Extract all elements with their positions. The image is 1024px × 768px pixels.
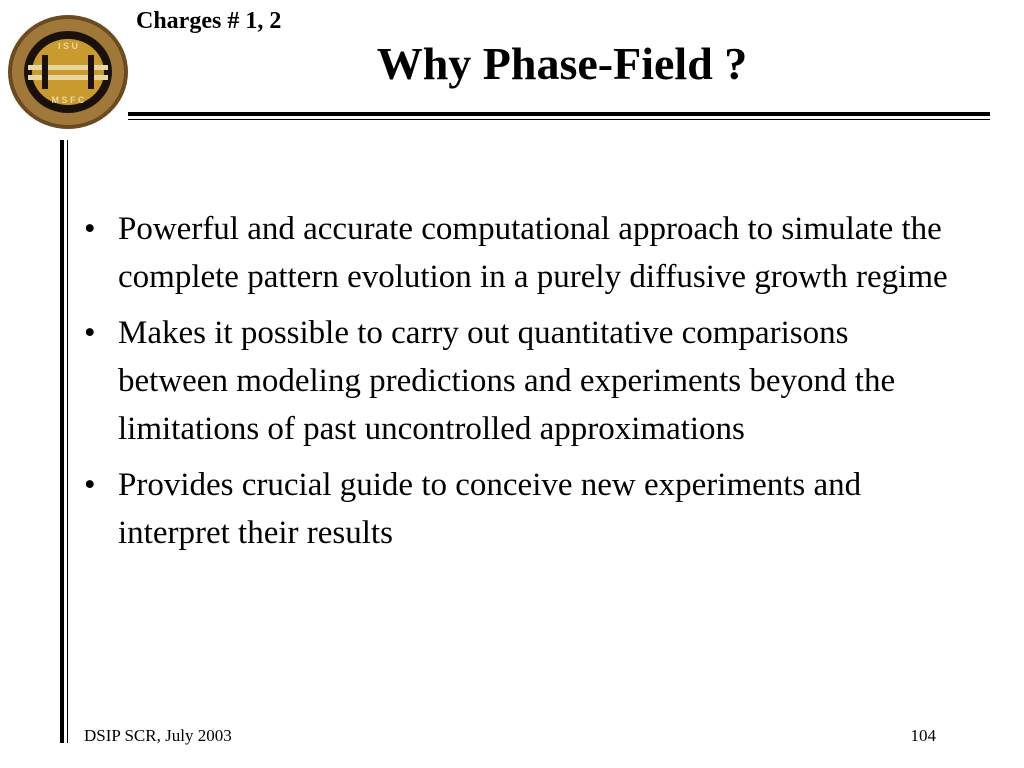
- list-item: [80, 309, 960, 453]
- svg-text:I S U: I S U: [57, 41, 79, 51]
- bullet-text: Provides crucial guide to conceive new experiments and interpret their results: [118, 467, 862, 551]
- bullet-text: Powerful and accurate computational approach to simulate the complete pattern evolution in a purely diffusive growth regime: [118, 211, 948, 295]
- slide-title: Why Phase-Field ?: [376, 38, 748, 89]
- bullet-icon: •: [84, 467, 96, 503]
- title-divider-thick: [128, 112, 990, 116]
- svg-text:M S F C: M S F C: [51, 95, 85, 105]
- footer-source: DSIP SCR, July 2003: [84, 726, 232, 745]
- bullet-list: [80, 205, 960, 565]
- list-item: [80, 205, 960, 301]
- left-divider-thin: [67, 140, 68, 743]
- left-divider-thick: [60, 140, 64, 743]
- title-divider-thin: [128, 119, 990, 120]
- charges-label: Charges # 1, 2: [136, 8, 282, 34]
- page-number: 104: [910, 726, 936, 745]
- bullet-icon: •: [84, 315, 96, 351]
- bullet-icon: •: [84, 211, 96, 247]
- list-item: [80, 461, 960, 557]
- bullet-text: Makes it possible to carry out quantitative comparisons between modeling predictions and experiments beyond the limitations of past uncontrolled approximations: [118, 315, 896, 447]
